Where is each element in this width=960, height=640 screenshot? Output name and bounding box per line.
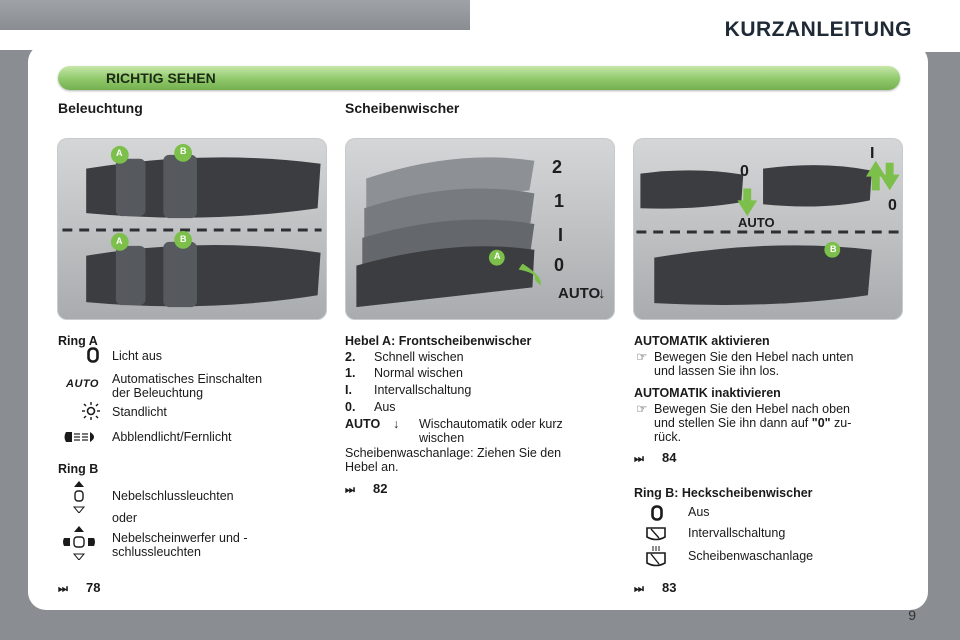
lighting-page-ref[interactable]: [58, 580, 100, 596]
wipers-heading: Scheibenwischer: [345, 100, 460, 116]
lever-a-key-i: I.: [345, 383, 352, 397]
lighting-ref-number: 78: [86, 580, 101, 595]
front-rear-fog-text-1: Nebelscheinwerfer und -: [112, 531, 248, 545]
pos-auto-label: AUTO: [558, 285, 601, 302]
auto-light-text-2: der Beleuchtung: [112, 386, 204, 400]
auto-arrow-icon: ↓: [393, 417, 400, 431]
lever-a-text-0: Aus: [374, 400, 396, 414]
auto-on-line-1: Bewegen Sie den Hebel nach unten: [654, 350, 854, 364]
lever-a-label: Hebel A: Frontscheibenwischer: [345, 334, 532, 348]
pos-2-label: 2: [552, 157, 563, 177]
auto-off-pointer-icon: ☞: [636, 402, 648, 416]
section-banner: [58, 66, 900, 90]
auto-off-line-2c: zu-: [830, 416, 852, 430]
section-title: RICHTIG SEHEN: [106, 70, 216, 86]
rear-wiper-off-text: Aus: [688, 505, 710, 519]
lighting-heading: Beleuchtung: [58, 100, 143, 116]
doc-title: KURZANLEITUNG: [724, 18, 912, 41]
lever-a-text-auto-1: Wischautomatik oder kurz: [419, 417, 563, 431]
auto-pos-0-label: 0: [740, 163, 749, 180]
wiper-ref-number: 82: [373, 481, 388, 496]
pos-0-label: 0: [554, 255, 565, 275]
ring-b-badge: B: [180, 146, 187, 156]
auto-off-line-2b: "0": [811, 416, 831, 430]
rear-wiper-intermittent-text: Intervallschaltung: [688, 526, 786, 540]
rear-fog-text: Nebelschlussleuchten: [112, 489, 234, 503]
lighting-stalk-illustration: [58, 139, 326, 319]
rear-fog-icon: [72, 481, 86, 513]
rear-ring-b-label: Ring B: Heckscheibenwischer: [634, 486, 813, 500]
front-rear-fog-text-2: schlussleuchten: [112, 545, 201, 559]
auto-off-line-2: [654, 416, 851, 430]
lighting-stalk-photo: [57, 138, 327, 320]
ring-a-label: Ring A: [58, 334, 98, 348]
lever-a-key-auto: AUTO: [345, 417, 381, 431]
front-rear-fog-icon: [62, 526, 96, 560]
auto-off-line-1: Bewegen Sie den Hebel nach oben: [654, 402, 850, 416]
ring-b-badge-lower: B: [180, 234, 187, 244]
rear-page-ref[interactable]: [634, 580, 676, 596]
rear-ref-number: 83: [662, 580, 677, 595]
rear-washer-icon: [645, 546, 667, 568]
page-ref-arrow-icon: ⏭: [634, 583, 644, 595]
page-body: [28, 44, 928, 610]
page-ref-arrow-icon: ⏭: [345, 484, 355, 496]
auto-pos-auto-label: AUTO: [738, 215, 775, 230]
auto-on-pointer-icon: ☞: [636, 350, 648, 364]
ring-a-badge: A: [116, 148, 123, 158]
lever-a-text-i: Intervallschaltung: [374, 383, 472, 397]
headlight-text: Abblendlicht/Fernlicht: [112, 430, 232, 444]
lever-a-text-auto-2: wischen: [419, 431, 465, 445]
lever-a-key-0: 0.: [345, 400, 356, 414]
sidelight-text: Standlicht: [112, 405, 167, 419]
auto-light-icon: AUTO: [66, 378, 99, 390]
lever-a-text-2: Schnell wischen: [374, 350, 464, 364]
auto-off-line-3: rück.: [654, 430, 682, 444]
rear-wiper-intermittent-icon: [645, 526, 667, 542]
page-number: 9: [908, 607, 916, 623]
frame-bottom-bar: [0, 610, 960, 640]
page-ref-arrow-icon: ⏭: [58, 583, 68, 595]
auto-page-ref[interactable]: [634, 450, 676, 466]
wiper-positions-photo: [345, 138, 615, 320]
auto-ref-number: 84: [662, 450, 677, 465]
rear-wiper-off-icon: [651, 505, 663, 521]
auto-on-label: AUTOMATIK aktivieren: [634, 334, 770, 348]
page-ref-arrow-icon: ⏭: [634, 453, 644, 465]
light-off-text: Licht aus: [112, 349, 163, 363]
lever-a-key-2: 2.: [345, 350, 356, 364]
lever-a-text-1: Normal wischen: [374, 366, 463, 380]
wiper-ring-a-badge: A: [494, 251, 501, 261]
auto-light-text-1: Automatisches Einschalten: [112, 372, 263, 386]
sidelight-icon: [81, 402, 101, 420]
pos-auto-down-arrow-icon: ↓: [598, 285, 606, 302]
auto-on-line-2: und lassen Sie ihn los.: [654, 364, 780, 378]
headlight-icon: [62, 429, 100, 445]
pos-1-label: 1: [554, 191, 565, 211]
washer-text-1: Scheibenwaschanlage: Ziehen Sie den: [345, 446, 562, 460]
lever-a-key-1: 1.: [345, 366, 356, 380]
light-off-icon: [87, 347, 99, 363]
auto-wiper-photo: [633, 138, 903, 320]
pos-i-label: I: [558, 225, 564, 245]
auto-off-line-2a: und stellen Sie ihn dann auf: [654, 416, 812, 430]
auto-pos-i-label: I: [870, 145, 875, 162]
washer-text-2: Hebel an.: [345, 460, 399, 474]
rear-ring-b-badge: B: [830, 244, 837, 254]
auto-off-label: AUTOMATIK inaktivieren: [634, 386, 781, 400]
wiper-page-ref[interactable]: [345, 481, 387, 497]
ring-a-badge-lower: A: [116, 236, 123, 246]
ring-b-label: Ring B: [58, 462, 99, 476]
auto-pos-0b-label: 0: [888, 197, 897, 214]
or-text: oder: [112, 511, 138, 525]
rear-washer-text: Scheibenwaschanlage: [688, 549, 814, 563]
